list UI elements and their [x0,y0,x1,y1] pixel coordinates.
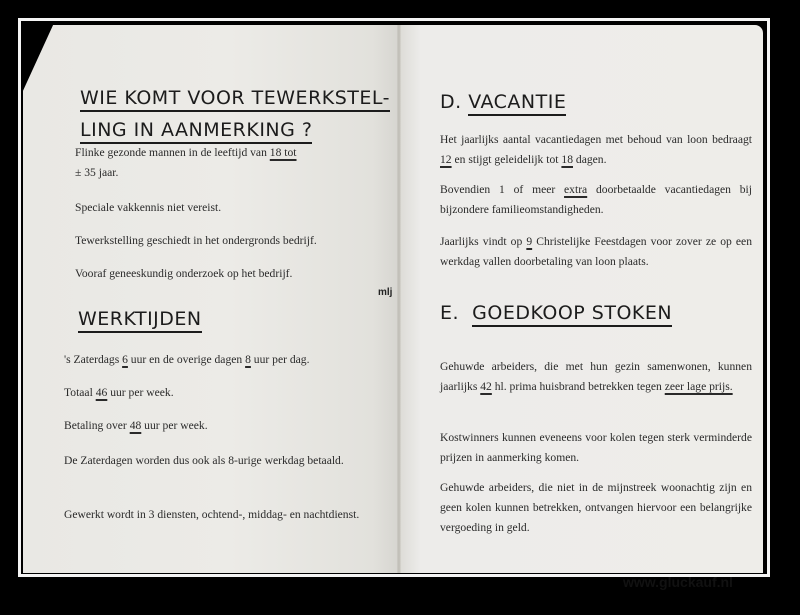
text: uur per week. [141,419,208,432]
text: Het jaarlijks aantal vacantiedagen met behoud van loon bedraagt [440,133,752,146]
underlined-extra: extra [564,183,588,196]
text: uur en de overige dagen [127,353,246,366]
text: Totaal [64,386,96,399]
paragraph-compensation: Gehuwde arbeiders, die niet in de mijnstreek woonachtig zijn en geen kolen kunnen betrekken, ontvangen hiervoor een belangrijke vergoeding in geld. [440,481,752,534]
paragraph-shifts: Gewerkt wordt in 3 diensten, ochtend-, middag- en nachtdienst. [64,508,360,521]
paragraph-medical: Vooraf geneeskundig onderzoek op het bedrijf. [75,267,293,280]
heading-line-2: LING IN AANMERKING ? [80,119,312,144]
heading-text: VACANTIE [468,91,566,116]
paragraph-hours-per-day [64,350,374,370]
paragraph-underground: Tewerkstelling geschiedt in het ondergronds bedrijf. [75,234,317,247]
text: 's Zaterdags [64,353,123,366]
heading-tewerkstelling [80,82,390,146]
text: doorbetaalde vacantiedagen bij bijzondere familieomstandigheden. [440,183,752,216]
heading-text: WERKTIJDEN [78,308,202,333]
text: hl. prima huisbrand betrekken tegen [491,380,665,393]
paragraph-saturdays: De Zaterdagen worden dus ook als 8-urige werkdag betaald. [64,454,344,467]
text: uur per week. [107,386,174,399]
underlined-46: 46 [95,386,108,399]
initials-mark: mlj [378,287,393,298]
underlined-12: 12 [440,153,452,166]
underlined-42: 42 [480,380,492,393]
text: Christelijke Feestdagen voor zover ze op een werkdag vallen doorbetaling van loon plaats. [440,235,752,268]
paragraph-payment-hours [64,416,364,436]
text: Bovendien 1 of meer [440,183,565,196]
paragraph-age [75,143,367,183]
text: Gehuwde arbeiders, die met hun gezin samenwonen, kunnen jaarlijks [440,360,752,393]
text: dagen. [573,153,607,166]
paragraph-extra-days [440,180,752,220]
paragraph-holidays [440,232,752,272]
text: ± 35 jaar. [75,166,119,179]
section-letter-d: D. [440,91,462,113]
text: Flinke gezonde mannen in de leeftijd van [75,146,270,159]
text: Jaarlijks vindt op [440,235,527,248]
underlined-8: 8 [245,353,251,366]
underlined-18: 18 [561,153,573,166]
booklet-spine [397,25,401,573]
paragraph-coal-allowance [440,357,752,397]
heading-text: GOEDKOOP STOKEN [472,302,672,327]
paragraph-total-hours [64,383,364,403]
paragraph-vacation-days [440,130,752,170]
paragraph-breadwinners: Kostwinners kunnen eveneens voor kolen tegen sterk verminderde prijzen in aanmerking komen. [440,431,752,464]
heading-line-1: WIE KOMT VOOR TEWERKSTEL- [80,87,390,112]
section-letter-e: E. [440,302,460,324]
underlined-9: 9 [526,235,533,248]
text: uur per dag. [250,353,310,366]
heading-werktijden [78,306,202,332]
paragraph-skills: Speciale vakkennis niet vereist. [75,201,222,214]
underlined-low-price: zeer lage prijs. [664,380,733,393]
text: en stijgt geleidelijk tot [451,153,562,166]
heading-goedkoop-stoken [440,300,672,326]
underlined-6: 6 [122,353,128,366]
text: Betaling over [64,419,130,432]
underlined-age: 18 tot [269,146,297,159]
watermark-url: www.gluckauf.nl [623,574,733,590]
underlined-48: 48 [129,419,142,432]
heading-vacantie [440,89,566,115]
